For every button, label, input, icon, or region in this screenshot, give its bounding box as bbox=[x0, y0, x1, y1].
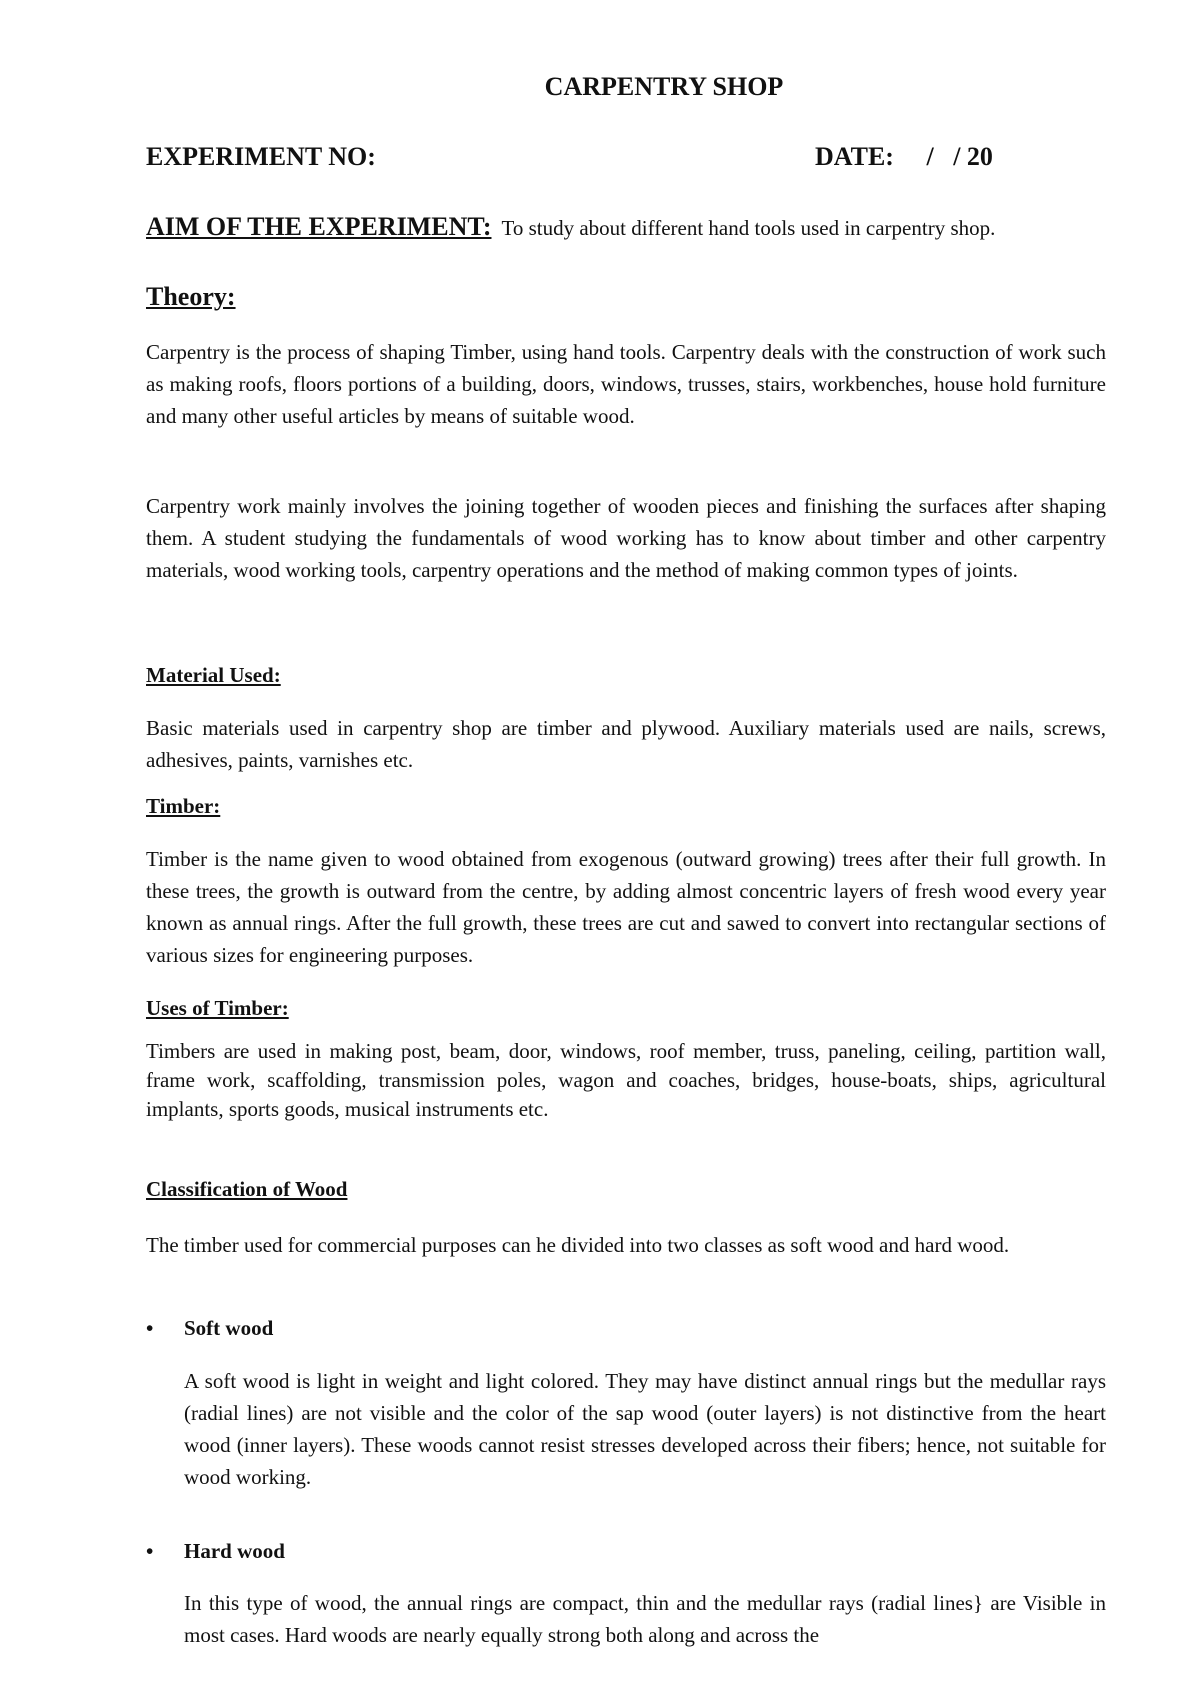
soft-wood-label: Soft wood bbox=[184, 1316, 274, 1340]
experiment-header bbox=[146, 142, 1036, 178]
date-label: DATE: / / 20 bbox=[815, 142, 993, 171]
aim-label: AIM OF THE EXPERIMENT: bbox=[146, 212, 492, 241]
classification-heading: Classification of Wood bbox=[146, 1177, 348, 1201]
soft-wood-text: A soft wood is light in weight and light colored. They may have distinct annual rings but the medullar rays (radial lines) are not visible and the color of the sap wood (outer layers) is not distinctive from the heart wood (inner layers). These woods cannot resist stresses developed across their fibers; hence, not suitable for wood working. bbox=[184, 1369, 1106, 1489]
hard-wood-text: In this type of wood, the annual rings are compact, thin and the medullar rays (radial lines} are Visible in most cases. Hard woods are nearly equally strong both along and across the bbox=[184, 1591, 1106, 1647]
theory-paragraph-2: Carpentry work mainly involves the joining together of wooden pieces and finishing the surfaces after shaping them. A student studying the fundamentals of wood working has to know about timber and other carpentry materials, wood working tools, carpentry operations and the method of making common types of joints. bbox=[146, 494, 1106, 582]
aim-text: To study about different hand tools used in carpentry shop. bbox=[501, 216, 996, 240]
timber-text: Timber is the name given to wood obtained from exogenous (outward growing) trees after their full growth. In these trees, the growth is outward from the centre, by adding almost concentric layers of fresh wood every year known as annual rings. After the full growth, these trees are cut and sawed to convert into rectangular sections of various sizes for engineering purposes. bbox=[146, 847, 1106, 967]
theory-heading: Theory: bbox=[146, 282, 236, 311]
uses-of-timber-text: Timbers are used in making post, beam, door, windows, roof member, truss, paneling, ceiling, partition wall, frame work, scaffolding, transmission poles, wagon and coaches, bridges, house-boats, ships, agricultural implants, sports goods, musical instruments etc. bbox=[146, 1039, 1106, 1121]
bullet-icon: • bbox=[146, 1539, 154, 1563]
hard-wood-bullet bbox=[146, 1539, 285, 1564]
material-used-heading: Material Used: bbox=[146, 663, 281, 687]
experiment-number-label: EXPERIMENT NO: bbox=[146, 142, 376, 171]
aim-section bbox=[146, 212, 1126, 242]
timber-heading: Timber: bbox=[146, 794, 221, 818]
bullet-icon: • bbox=[146, 1316, 154, 1340]
uses-of-timber-heading: Uses of Timber: bbox=[146, 996, 289, 1020]
theory-paragraph-1: Carpentry is the process of shaping Timber, using hand tools. Carpentry deals with the construction of work such as making roofs, floors portions of a building, doors, windows, trusses, stairs, workbenches, house hold furniture and many other useful articles by means of suitable wood. bbox=[146, 340, 1106, 428]
material-used-text: Basic materials used in carpentry shop are timber and plywood. Auxiliary materials used are nails, screws, adhesives, paints, varnishes etc. bbox=[146, 716, 1106, 772]
classification-text: The timber used for commercial purposes can he divided into two classes as soft wood and hard wood. bbox=[146, 1233, 1010, 1257]
soft-wood-bullet bbox=[146, 1316, 273, 1341]
page-title: CARPENTRY SHOP bbox=[544, 72, 784, 101]
hard-wood-label: Hard wood bbox=[184, 1539, 285, 1563]
